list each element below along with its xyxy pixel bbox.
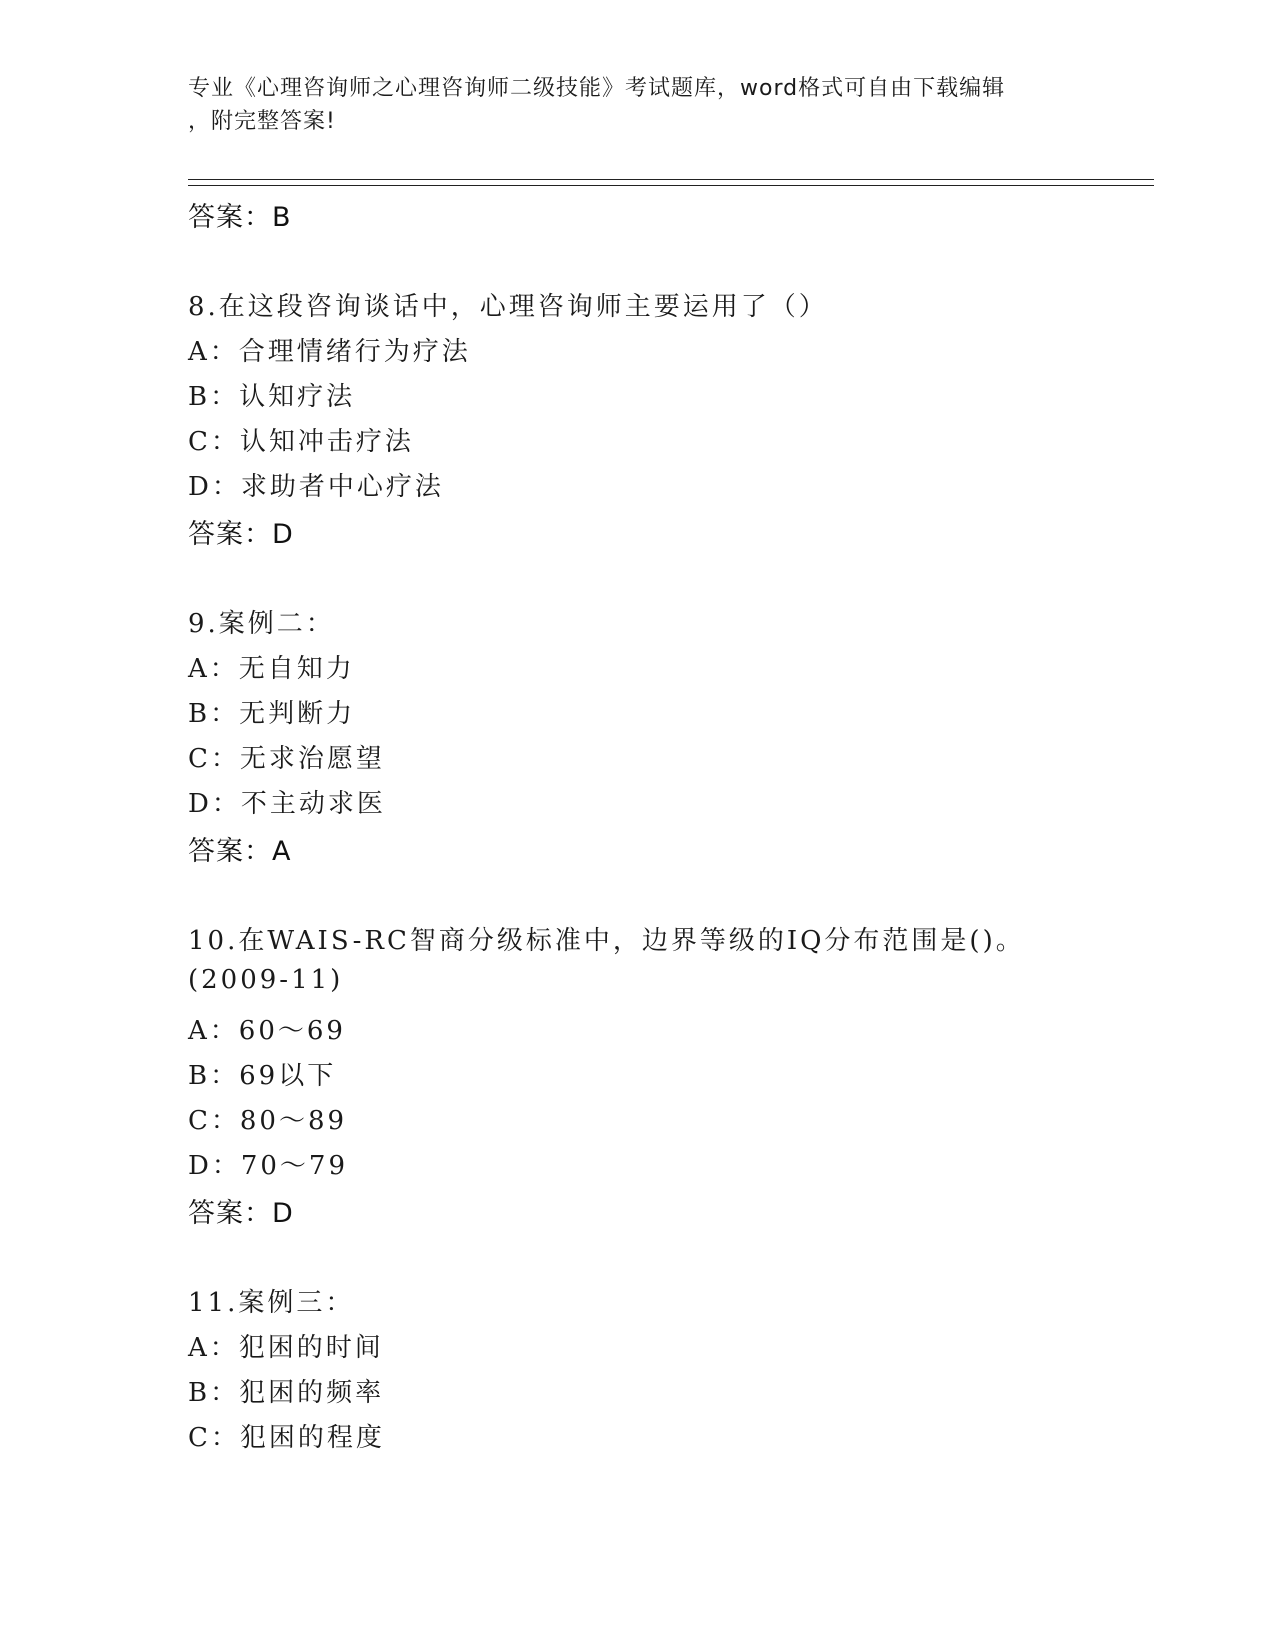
- option-d: D：70～79: [188, 1151, 349, 1181]
- option-b: B：无判断力: [188, 699, 356, 729]
- option-b: B：犯困的频率: [188, 1378, 385, 1408]
- option-d: D：求助者中心疗法: [188, 472, 444, 502]
- option-c: C：认知冲击疗法: [188, 427, 414, 457]
- answer-q7: 答案：B: [188, 202, 292, 233]
- option-c: C：无求治愿望: [188, 744, 385, 774]
- header-line-2: ，附完整答案!: [188, 109, 336, 134]
- header-rule-top: [188, 179, 1154, 180]
- question-stem: 8.在这段咨询谈话中，心理咨询师主要运用了（）: [188, 292, 828, 322]
- answer-q8: 答案：D: [188, 519, 294, 550]
- question-stem: 11.案例三：: [188, 1288, 355, 1318]
- answer-q10: 答案：D: [188, 1198, 294, 1229]
- option-b: B：认知疗法: [188, 382, 356, 412]
- option-c: C：80～89: [188, 1106, 348, 1136]
- question-stem-continued: (2009-11): [188, 965, 344, 995]
- question-stem: 10.在WAIS-RC智商分级标准中，边界等级的IQ分布范围是()。: [188, 926, 1025, 956]
- option-a: A：犯困的时间: [188, 1333, 384, 1363]
- option-a: A：合理情绪行为疗法: [188, 337, 471, 367]
- document-header: [188, 72, 1068, 138]
- header-line-1: 专业《心理咨询师之心理咨询师二级技能》考试题库，word格式可自由下载编辑: [188, 76, 1006, 101]
- option-a: A：60～69: [188, 1016, 346, 1046]
- answer-q9: 答案：A: [188, 836, 292, 867]
- header-rule-bottom: [188, 185, 1154, 186]
- option-a: A：无自知力: [188, 654, 355, 684]
- question-stem: 9.案例二：: [188, 609, 335, 639]
- option-b: B：69以下: [188, 1061, 337, 1091]
- option-c: C：犯困的程度: [188, 1423, 385, 1453]
- option-d: D：不主动求医: [188, 789, 386, 819]
